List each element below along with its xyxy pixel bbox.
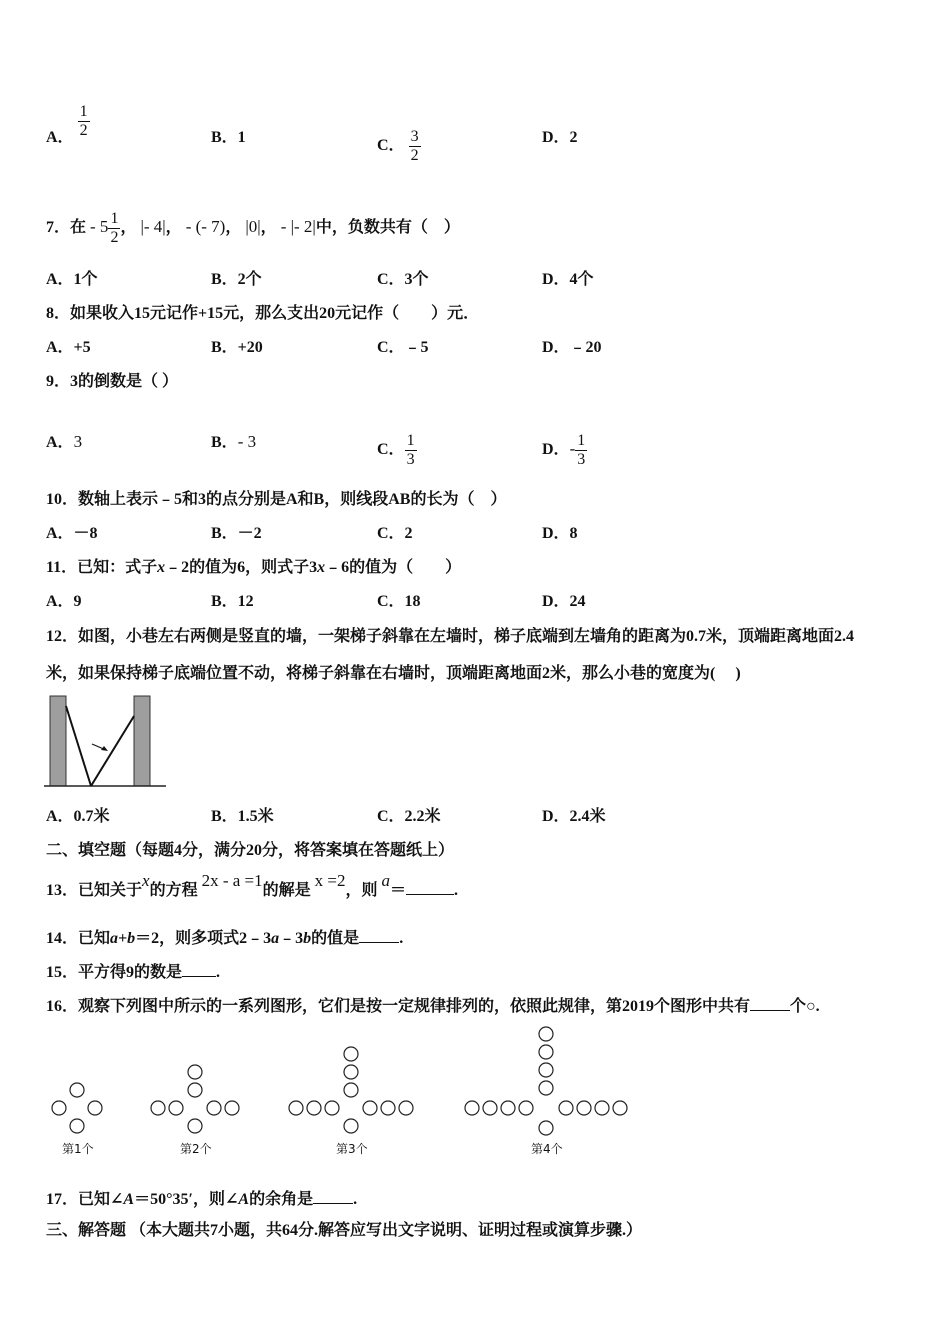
q9-option-a: A．3 (46, 432, 83, 451)
q13-question: 13．已知关于x的方程 2x - a =1的解是 x =2，则 a＝ . (46, 871, 459, 899)
ladder-alley-figure (44, 694, 168, 790)
ladder-right (91, 716, 134, 786)
figure-3-caption: 第3个 (336, 1142, 368, 1156)
q12-option-a: A．0.7米 (46, 808, 110, 825)
left-wall (50, 696, 66, 786)
q11-option-d: D．24 (542, 593, 586, 610)
q9-option-c: C． $\frac{1}{3}$ (377, 432, 415, 468)
q16-answer-blank (750, 994, 790, 1011)
ladder-left (66, 706, 91, 786)
q17-question: 17．已知∠A＝50°35′，则∠A的余角是 . (46, 1187, 357, 1210)
q8-option-d: D．﹣20 (542, 339, 602, 356)
q7-option-d: D．4个 (542, 271, 594, 288)
q6-option-d: D．2 (542, 129, 578, 146)
section-3-heading: 三、解答题 （本大题共7小题，共64分.解答应写出文字说明、证明过程或演算步骤.） (46, 1222, 643, 1239)
q10-option-a: A．－8 (46, 525, 98, 542)
pattern-figure-4 (465, 1027, 627, 1135)
q6-option-a: A． $\frac{1}{2}$ (46, 102, 88, 146)
pattern-figure-1 (52, 1083, 102, 1133)
q11-option-c: C．18 (377, 593, 421, 610)
q9-option-d: D．- $\frac{1}{3}$ (542, 432, 586, 468)
q8-option-b: B．+20 (211, 339, 263, 356)
q10-option-d: D．8 (542, 525, 578, 542)
q11-question: 11．已知：式子x﹣2的值为6，则式子3x﹣6的值为（ ） (46, 559, 462, 576)
q10-option-c: C．2 (377, 525, 413, 542)
figure-4-caption: 第4个 (531, 1142, 563, 1156)
q9-question: 9．3的倒数是（ ） (46, 373, 179, 390)
pattern-figure-2 (151, 1065, 239, 1133)
q7-option-a: A．1个 (46, 271, 98, 288)
q7-question: 7．在 - 5 $\frac{1}{2}$ ， |- 4|， - (- 7)， |0|， - |- 2|中，负数共有（ ） (46, 210, 460, 246)
q17-answer-blank (313, 1187, 353, 1204)
pattern-figure-3 (289, 1047, 413, 1133)
circle-pattern-figure (40, 1018, 640, 1160)
q11-option-b: B．12 (211, 593, 254, 610)
figure-1-caption: 第1个 (62, 1142, 94, 1156)
q12-option-b: B．1.5米 (211, 808, 274, 825)
q6-option-b: B．1 (211, 129, 246, 146)
q8-question: 8．如果收入15元记作+15元，那么支出20元记作（ ）元． (46, 305, 480, 322)
q9-option-b: B．- 3 (211, 432, 257, 451)
q12-question-line1: 12．如图，小巷左右两侧是竖直的墙，一架梯子斜靠在左墙时，梯子底端到左墙角的距离为0.7米，顶端距离地面2.4 (46, 628, 855, 645)
q10-option-b: B．－2 (211, 525, 262, 542)
right-wall (134, 696, 150, 786)
q6-option-c: C． $\frac{3}{2}$ (377, 128, 419, 164)
q14-question: 14．已知a+b＝2，则多项式2﹣3a﹣3b的值是 . (46, 926, 403, 949)
q12-option-c: C．2.2米 (377, 808, 441, 825)
q13-answer-blank (406, 878, 454, 895)
q15-question: 15．平方得9的数是 . (46, 960, 220, 983)
q7-option-b: B．2个 (211, 271, 262, 288)
q10-question: 10．数轴上表示﹣5和3的点分别是A和B，则线段AB的长为（ ） (46, 491, 507, 508)
q14-answer-blank (359, 926, 399, 943)
q12-question-line2: 米，如果保持梯子底端位置不动，将梯子斜靠在右墙时，顶端距离地面2米，那么小巷的宽度为( ) (46, 665, 741, 682)
q12-option-d: D．2.4米 (542, 808, 606, 825)
q7-option-c: C．3个 (377, 271, 429, 288)
q16-question: 16．观察下列图中所示的一系列图形，它们是按一定规律排列的，依照此规律，第2019个图形中共有 个○. (46, 994, 820, 1017)
q11-option-a: A．9 (46, 593, 82, 610)
q15-answer-blank (182, 960, 216, 977)
section-2-heading: 二、填空题（每题4分，满分20分，将答案填在答题纸上） (46, 842, 455, 859)
figure-2-caption: 第2个 (180, 1142, 212, 1156)
q8-option-a: A．+5 (46, 339, 91, 356)
q8-option-c: C．﹣5 (377, 339, 429, 356)
